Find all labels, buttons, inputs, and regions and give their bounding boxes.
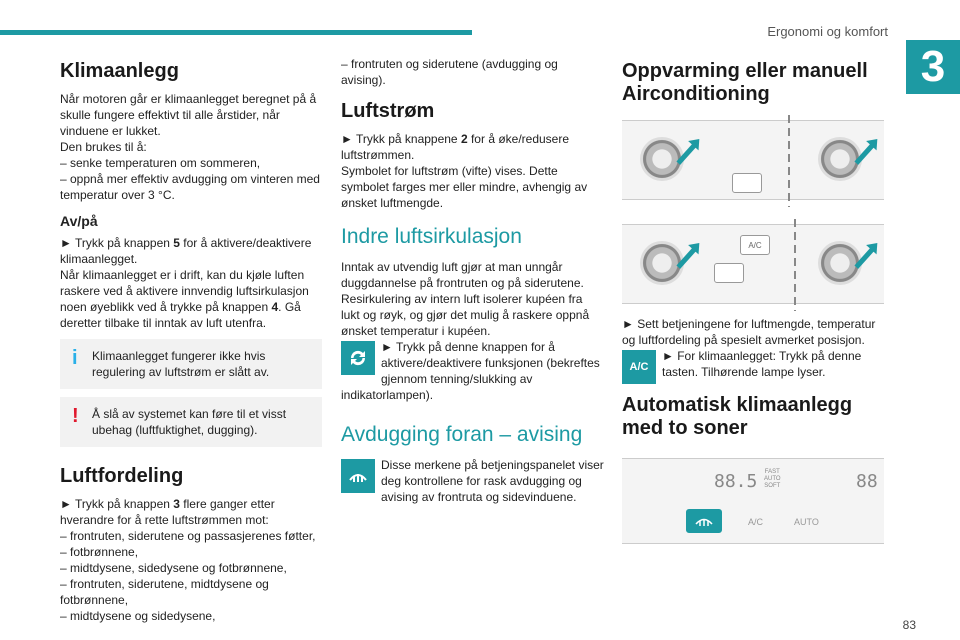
column-3 <box>622 56 884 554</box>
warning-note: ! Å slå av systemet kan føre til et visst ubehag (luftfuktighet, dugging). <box>60 397 322 447</box>
list-item: – midtdysene, sidedysene og fotbrønnene, <box>60 561 287 575</box>
paragraph: ► Sett betjeningene for luftmengde, temperatur og luftfordeling på spesielt avmerket posisjon. <box>622 317 876 347</box>
list-item: – fotbrønnene, <box>60 545 139 559</box>
list-item: – oppnå mer effektiv avdugging om vinteren med temperatur over 3 °C. <box>60 172 320 202</box>
list-item: – senke temperaturen om sommeren, <box>60 156 261 170</box>
heading-manual-ac: Oppvarming eller manuell Airconditioning <box>622 60 868 105</box>
auto-button-label: AUTO <box>794 517 819 527</box>
paragraph: Når motoren går er klimaanlegget beregnet på å skulle fungere effektivt til alle årstider, når vinduene er lukket. <box>60 92 317 138</box>
column-1 <box>60 56 322 624</box>
divider <box>794 219 796 311</box>
list-item: – frontruten, siderutene og passasjerenes føtter, <box>60 529 316 543</box>
list-item: – midtdysene og sidedysene, <box>60 609 216 623</box>
heading-indre-luftsirkulasjon: Indre luftsirkulasjon <box>341 225 522 248</box>
ac-icon: A/C <box>622 350 656 384</box>
temperature-display: 88.5 <box>714 471 758 492</box>
heading-klimaanlegg: Klimaanlegg <box>60 60 179 82</box>
heading-av-pa: Av/på <box>60 213 98 229</box>
chapter-tab: 3 <box>906 40 960 94</box>
divider <box>788 115 790 207</box>
column-2 <box>341 56 604 505</box>
page-number: 83 <box>902 618 916 632</box>
paragraph: ► Trykk på knappene 2 for å øke/redusere luftstrømmen. <box>341 132 570 162</box>
section-title: Ergonomi og komfort <box>767 24 888 39</box>
paragraph: Den brukes til å: <box>60 140 147 154</box>
defrost-button-icon <box>686 509 722 533</box>
recirculation-icon <box>341 341 375 375</box>
heading-avdugging: Avdugging foran – avising <box>341 423 583 447</box>
paragraph: Inntak av utvendig luft gjør at man unngår duggdannelse på frontruten og på siderutene. Resirkulering av intern luft isolerer kupéen fra lukt og røyk, og gjør det mulig å raskere oppnå ønsket temperatur i kupéen. <box>341 260 590 339</box>
ac-button-icon: A/C <box>740 235 770 255</box>
fan-button-icon <box>714 263 744 283</box>
paragraph: ► Trykk på knappen 3 flere ganger etter hverandre for å rette luftstrømmen mot: <box>60 497 275 527</box>
defrost-instruction: Disse merkene på betjeningspanelet viser deg kontrollene for rask avdugging og avising av frontruta og sidevinduene. <box>341 457 604 505</box>
info-note: i Klimaanlegget fungerer ikke hvis regulering av luftstrøm er slått av. <box>60 339 322 389</box>
fan-mode-label: FAST AUTO SOFT <box>764 469 781 489</box>
list-item: – frontruten og siderutene (avdugging og avising). <box>341 57 558 87</box>
ac-instruction: A/C ► For klimaanlegget: Trykk på denne tasten. Tilhørende lampe lyser. <box>622 348 884 380</box>
fan-button-icon <box>732 173 762 193</box>
list-item: – frontruten, siderutene, midtdysene og fotbrønnene, <box>60 577 269 607</box>
heading-luftstrom: Luftstrøm <box>341 100 435 122</box>
control-panel-illustration-3 <box>622 458 884 544</box>
control-panel-illustration-2 <box>622 224 884 304</box>
ac-button-label: A/C <box>748 517 764 527</box>
heading-luftfordeling: Luftfordeling <box>60 465 184 487</box>
recirc-instruction: ► Trykk på denne knappen for å aktivere/deaktivere funksjonen (bekreftes gjennom tenning/slukking av indikatorlampen). <box>341 340 600 403</box>
heading-auto-ac: Automatisk klimaanlegg med to soner <box>622 394 853 439</box>
paragraph: Når klimaanlegget er i drift, kan du kjøle luften raskere ved å aktivere innvendig luftsirkulasjon noen øyeblikk ved å trykke på knappen 4. Gå deretter tilbake til inntak av luft utenfra. <box>60 268 309 330</box>
paragraph: Symbolet for luftstrøm (vifte) vises. Dette symbolet farges mer eller mindre, avhengig av ønsket luftmengde. <box>341 164 588 210</box>
warning-icon: ! <box>72 405 79 427</box>
header-bar <box>0 30 472 35</box>
paragraph: ► Trykk på knappen 5 for å aktivere/deaktivere klimaanlegget. <box>60 236 312 266</box>
info-icon: i <box>72 347 78 369</box>
temperature-display: 88 <box>856 471 878 492</box>
defrost-icon <box>341 459 375 493</box>
control-panel-illustration-1 <box>622 120 884 200</box>
